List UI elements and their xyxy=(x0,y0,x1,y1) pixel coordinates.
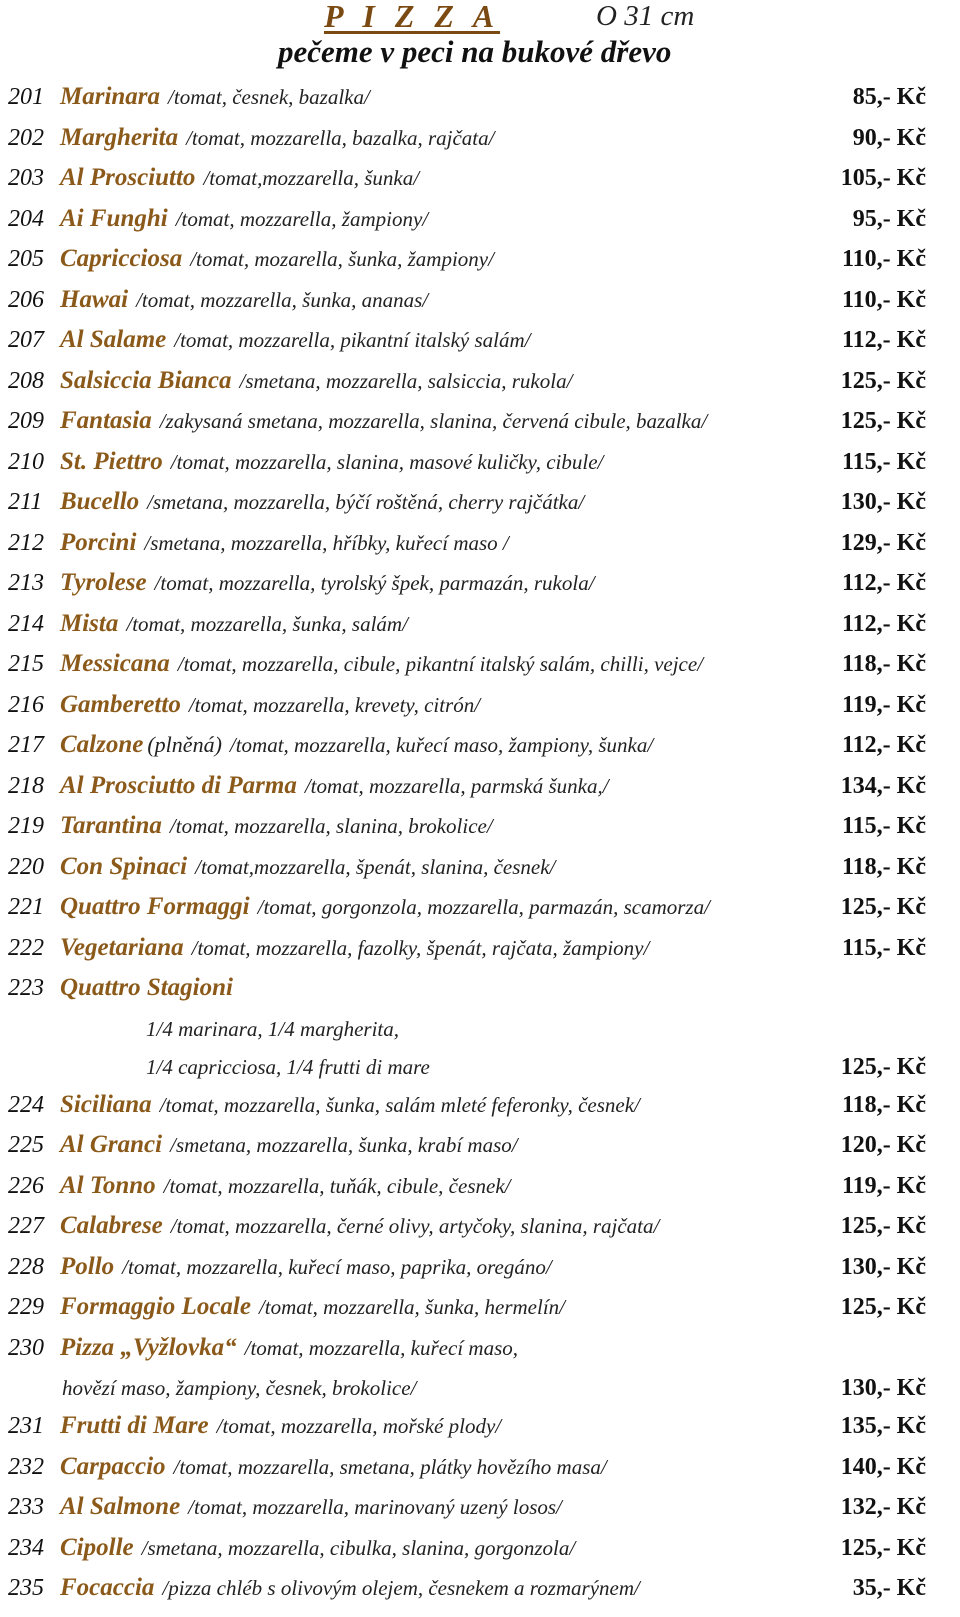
menu-item-ingredients: /tomat, mozzarella, krevety, citrón/ xyxy=(188,692,481,717)
menu-item xyxy=(0,1569,960,1610)
menu-item-line xyxy=(8,321,530,359)
menu-item-name: Carpaccio xyxy=(60,1452,166,1480)
menu-item-name: Con Spinaci xyxy=(60,852,188,880)
menu-item-name: Gamberetto xyxy=(60,690,181,718)
menu-item-line xyxy=(8,1448,607,1486)
menu-item-price: 90,- Kč xyxy=(852,124,926,151)
menu-item xyxy=(0,1086,960,1127)
menu-item-name: St. Piettro xyxy=(60,447,163,475)
menu-item-price: 112,- Kč xyxy=(842,327,926,353)
menu-item-price: 112,- Kč xyxy=(842,570,926,596)
menu-item-ingredients-continued: hovězí maso, žampiony, česnek, brokolice/ xyxy=(62,1376,417,1400)
menu-item xyxy=(0,78,960,119)
menu-item-number: 203 xyxy=(8,165,44,191)
menu-item-price: 112,- Kč xyxy=(842,610,926,637)
menu-item xyxy=(0,1407,960,1448)
menu-item xyxy=(0,524,960,565)
menu-item-line xyxy=(8,888,710,926)
menu-item-price: 95,- Kč xyxy=(852,205,926,232)
menu-item-price: 85,- Kč xyxy=(852,84,926,110)
menu-item-ingredients: /tomat,mozzarella, šunka/ xyxy=(203,166,420,190)
menu-item-price: 130,- Kč xyxy=(840,1253,926,1280)
menu-item-ingredients: /tomat, mozzarella, smetana, plátky hovězího masa/ xyxy=(173,1454,607,1479)
menu-item-line xyxy=(8,1407,501,1445)
menu-item xyxy=(0,1048,960,1086)
menu-item-line xyxy=(8,1488,562,1526)
menu-item-number: 208 xyxy=(8,367,44,394)
menu-item-line xyxy=(8,1529,575,1567)
menu-item xyxy=(0,1488,960,1529)
menu-item-ingredients: /smetana, mozzarella, cibulka, slanina, gorgonzola/ xyxy=(141,1535,576,1560)
menu-item-line xyxy=(8,1126,518,1164)
menu-item-name: Quattro Stagioni xyxy=(60,974,233,1001)
menu-item-line xyxy=(8,1167,510,1205)
menu-item-ingredients: /tomat, mozzarella, kuřecí maso, žampiony, šunka/ xyxy=(229,733,654,757)
menu-item-price: 140,- Kč xyxy=(840,1453,926,1480)
menu-item-name: Pizza „Vyžlovka“ xyxy=(60,1333,237,1361)
menu-item-number: 206 xyxy=(8,286,44,313)
menu-item-ingredients-continued: 1/4 marinara, 1/4 margherita, xyxy=(146,1016,399,1041)
menu-item-number: 219 xyxy=(8,813,44,839)
menu-item-price: 125,- Kč xyxy=(840,894,926,920)
menu-item xyxy=(0,443,960,484)
menu-item-line xyxy=(8,726,653,764)
menu-item-name: Al Salmone xyxy=(60,1493,181,1520)
menu-item-name: Al Tonno xyxy=(60,1171,156,1199)
menu-item xyxy=(0,726,960,767)
menu-item xyxy=(0,1369,960,1407)
menu-item-ingredients: /tomat, mozzarella, tuňák, cibule, česnek/ xyxy=(163,1173,511,1198)
menu-item xyxy=(0,1529,960,1570)
menu-item-price: 132,- Kč xyxy=(840,1494,926,1520)
menu-item-number: 233 xyxy=(8,1494,44,1520)
menu-item-name: Frutti di Mare xyxy=(60,1412,209,1439)
menu-item xyxy=(0,1207,960,1248)
menu-item xyxy=(0,240,960,281)
menu-item-number: 220 xyxy=(8,853,44,880)
menu-item-ingredients: /tomat, mozzarella, žampiony/ xyxy=(175,206,429,231)
menu-item-price: 135,- Kč xyxy=(840,1413,926,1439)
menu-item xyxy=(0,159,960,200)
menu-item-price: 125,- Kč xyxy=(840,1213,926,1239)
menu-item-ingredients: /tomat, mozzarella, šunka, hermelín/ xyxy=(258,1295,566,1319)
menu-item-line xyxy=(8,767,609,805)
menu-item-price: 120,- Kč xyxy=(840,1132,926,1158)
menu-item-ingredients: /zakysaná smetana, mozzarella, slanina, červená cibule, bazalka/ xyxy=(159,409,708,433)
menu-item-price: 119,- Kč xyxy=(842,691,926,718)
menu-item-line xyxy=(8,1248,552,1286)
menu-item-name: Al Salame xyxy=(60,326,167,353)
menu-item-price: 110,- Kč xyxy=(842,286,926,313)
menu-item-price: 118,- Kč xyxy=(842,853,926,880)
pizza-size-label: O 31 cm xyxy=(596,0,695,32)
menu-item-name: Bucello xyxy=(60,488,140,515)
menu-item-ingredients: /tomat, mozzarella, šunka, salám/ xyxy=(126,611,408,636)
menu-item-line xyxy=(8,402,707,440)
menu-item-number: 232 xyxy=(8,1453,44,1480)
menu-item-ingredients: /tomat, česnek, bazalka/ xyxy=(168,85,370,109)
menu-item-name: Capricciosa xyxy=(60,245,183,272)
menu-item-note: (plněná) xyxy=(147,732,222,757)
menu-item xyxy=(0,767,960,808)
menu-item-price: 118,- Kč xyxy=(842,1091,926,1118)
menu-item xyxy=(0,281,960,322)
menu-item-ingredients: /tomat, mozzarella, cibule, pikantní italský salám, chilli, vejce/ xyxy=(177,652,704,676)
menu-item-number: 210 xyxy=(8,448,44,475)
menu-item-number: 215 xyxy=(8,651,44,677)
menu-item-ingredients: /tomat, mozzarella, tyrolský špek, parmazán, rukola/ xyxy=(154,571,595,595)
menu-title: P I Z Z A xyxy=(324,0,501,34)
menu-item-name: Ai Funghi xyxy=(60,204,168,232)
menu-item-ingredients: /smetana, mozzarella, býčí roštěná, cherry rajčátka/ xyxy=(147,490,585,514)
menu-subtitle: pečeme v peci na bukové dřevo xyxy=(278,34,672,69)
menu-item xyxy=(0,119,960,160)
menu-item-ingredients: /tomat, mozarella, šunka, žampiony/ xyxy=(190,247,494,271)
menu-item-name: Cipolle xyxy=(60,1533,134,1561)
menu-item-ingredients: /tomat, mozzarella, slanina, brokolice/ xyxy=(169,814,493,838)
menu-item-number: 217 xyxy=(8,732,44,758)
menu-item-line xyxy=(8,605,408,643)
menu-item-price: 105,- Kč xyxy=(840,165,926,191)
menu-item-ingredients: /tomat, mozzarella, kuřecí maso, xyxy=(244,1335,518,1360)
menu-item-name: Messicana xyxy=(60,650,170,677)
menu-item-number: 216 xyxy=(8,691,44,718)
pizza-menu-list xyxy=(0,78,960,1610)
menu-item-price: 115,- Kč xyxy=(842,448,926,475)
menu-item-name: Tyrolese xyxy=(60,569,147,596)
menu-item-ingredients: /tomat, mozzarella, bazalka, rajčata/ xyxy=(186,125,495,150)
menu-item-line xyxy=(8,524,509,562)
menu-item-number: 234 xyxy=(8,1534,44,1561)
menu-item-name: Al Prosciutto di Parma xyxy=(60,771,297,799)
menu-item xyxy=(0,807,960,848)
menu-item-ingredients: /tomat, mozzarella, mořské plody/ xyxy=(216,1414,502,1438)
menu-item-price: 35,- Kč xyxy=(852,1575,926,1601)
menu-item-line xyxy=(8,78,370,116)
menu-item-name: Quattro Formaggi xyxy=(60,893,250,920)
menu-item-ingredients: /tomat, mozzarella, pikantní italský salám/ xyxy=(174,328,531,352)
menu-item-number: 201 xyxy=(8,84,44,110)
menu-item-name: Tarantina xyxy=(60,812,162,839)
menu-item-ingredients: /tomat, mozzarella, slanina, masové kuličky, cibule/ xyxy=(170,449,604,474)
menu-item-line xyxy=(8,969,233,1007)
menu-item-number: 213 xyxy=(8,570,44,596)
menu-item-number: 214 xyxy=(8,610,44,637)
menu-item-price: 125,- Kč xyxy=(840,1053,926,1080)
menu-item-ingredients: /smetana, mozzarella, hříbky, kuřecí maso / xyxy=(144,530,509,555)
menu-item-price: 129,- Kč xyxy=(840,529,926,556)
menu-item-line xyxy=(8,929,649,967)
menu-item-line xyxy=(8,686,480,724)
menu-item-ingredients: /tomat, mozzarella, parmská šunka,/ xyxy=(304,773,609,798)
menu-item-price: 125,- Kč xyxy=(840,1534,926,1561)
menu-item xyxy=(0,483,960,524)
menu-item-name: Porcini xyxy=(60,528,137,556)
menu-item-number: 228 xyxy=(8,1253,44,1280)
menu-item-price: 115,- Kč xyxy=(842,934,926,961)
menu-item-number: 202 xyxy=(8,124,44,151)
menu-item-name: Formaggio Locale xyxy=(60,1293,251,1320)
menu-item-name: Fantasia xyxy=(60,407,152,434)
menu-item-price: 125,- Kč xyxy=(840,1294,926,1320)
menu-item xyxy=(0,200,960,241)
menu-item-line xyxy=(8,483,584,521)
menu-item-name: Mista xyxy=(60,609,119,637)
menu-item-number: 205 xyxy=(8,246,44,272)
menu-item-name: Calabrese xyxy=(60,1212,163,1239)
menu-item xyxy=(0,1448,960,1489)
menu-item-price: 119,- Kč xyxy=(842,1172,926,1199)
menu-item-number: 204 xyxy=(8,205,44,232)
menu-item-line xyxy=(8,1569,640,1607)
menu-item-ingredients: /pizza chléb s olivovým olejem, česnekem a rozmarýnem/ xyxy=(162,1576,640,1600)
menu-item xyxy=(0,848,960,889)
menu-item-ingredients: /tomat, mozzarella, marinovaný uzený losos/ xyxy=(188,1495,562,1519)
menu-item-ingredients: /tomat, mozzarella, šunka, salám mleté feferonky, česnek/ xyxy=(159,1092,640,1117)
menu-item xyxy=(0,1288,960,1329)
menu-item-name: Marinara xyxy=(60,83,161,110)
menu-item-ingredients: /tomat, mozzarella, černé olivy, artyčoky, slanina, rajčata/ xyxy=(170,1214,660,1238)
menu-item-number: 229 xyxy=(8,1294,44,1320)
menu-item xyxy=(0,321,960,362)
menu-item-price: 125,- Kč xyxy=(840,367,926,394)
menu-item-ingredients-continued: 1/4 capricciosa, 1/4 frutti di mare xyxy=(146,1054,430,1079)
menu-item-name: Hawai xyxy=(60,285,129,313)
menu-item-number: 212 xyxy=(8,529,44,556)
menu-item-name: Salsiccia Bianca xyxy=(60,366,232,394)
menu-item-line xyxy=(8,564,595,602)
menu-item-number: 209 xyxy=(8,408,44,434)
menu-item-number: 224 xyxy=(8,1091,44,1118)
menu-item xyxy=(0,929,960,970)
menu-item-number: 221 xyxy=(8,894,44,920)
menu-item-ingredients: /smetana, mozzarella, salsiccia, rukola/ xyxy=(239,368,573,393)
menu-item-line xyxy=(8,281,428,319)
menu-item-price: 130,- Kč xyxy=(840,1375,926,1401)
menu-item-number: 211 xyxy=(8,489,43,515)
menu-item-line xyxy=(8,1207,659,1245)
menu-item-name: Al Granci xyxy=(60,1131,163,1158)
menu-item-ingredients: /tomat, mozzarella, kuřecí maso, paprika, oregáno/ xyxy=(122,1254,552,1279)
menu-item xyxy=(0,1126,960,1167)
menu-item-name: Pollo xyxy=(60,1252,115,1280)
menu-item-ingredients: /tomat, mozzarella, šunka, ananas/ xyxy=(136,287,429,312)
menu-item xyxy=(0,564,960,605)
menu-item-line xyxy=(8,443,603,481)
menu-item-price: 130,- Kč xyxy=(840,489,926,515)
menu-item-price: 118,- Kč xyxy=(842,651,926,677)
menu-item-number: 223 xyxy=(8,975,44,1001)
menu-item xyxy=(0,645,960,686)
menu-item-number: 227 xyxy=(8,1213,44,1239)
menu-item xyxy=(0,1167,960,1208)
menu-item-number: 225 xyxy=(8,1132,44,1158)
menu-item-price: 125,- Kč xyxy=(840,408,926,434)
menu-item-price: 115,- Kč xyxy=(842,813,926,839)
menu-item-line xyxy=(8,1288,565,1326)
menu-item-price: 112,- Kč xyxy=(842,732,926,758)
menu-item-number: 207 xyxy=(8,327,44,353)
menu-item-line xyxy=(8,240,494,278)
menu-item-price: 134,- Kč xyxy=(840,772,926,799)
menu-item-line xyxy=(8,1086,640,1124)
menu-item-line xyxy=(8,119,494,157)
menu-header xyxy=(0,0,960,80)
menu-item-ingredients: /tomat, gorgonzola, mozzarella, parmazán, scamorza/ xyxy=(257,895,710,919)
menu-item-name: Margherita xyxy=(60,123,179,151)
menu-item-number: 222 xyxy=(8,934,44,961)
menu-item-line xyxy=(8,848,555,886)
menu-item-number: 226 xyxy=(8,1172,44,1199)
menu-item xyxy=(0,605,960,646)
menu-item-price: 110,- Kč xyxy=(842,246,926,272)
menu-item-name: Vegetariana xyxy=(60,933,184,961)
menu-item xyxy=(0,969,960,1010)
menu-item-line xyxy=(8,807,493,845)
menu-item-ingredients: /tomat, mozzarella, fazolky, špenát, rajčata, žampiony/ xyxy=(191,935,650,960)
menu-item-ingredients: /smetana, mozzarella, šunka, krabí maso/ xyxy=(170,1133,518,1157)
menu-item-line xyxy=(8,362,572,400)
menu-item-number: 235 xyxy=(8,1575,44,1601)
menu-item-line xyxy=(8,645,703,683)
menu-item xyxy=(0,686,960,727)
menu-item xyxy=(0,1010,960,1048)
menu-item-line xyxy=(8,200,428,238)
menu-item-name: Focaccia xyxy=(60,1574,155,1601)
menu-item-line xyxy=(8,1329,518,1367)
menu-item xyxy=(0,362,960,403)
menu-item xyxy=(0,888,960,929)
menu-item-ingredients: /tomat,mozzarella, špenát, slanina, česnek/ xyxy=(195,854,556,879)
menu-item-number: 218 xyxy=(8,772,44,799)
menu-item-name: Siciliana xyxy=(60,1090,152,1118)
menu-item-name: Al Prosciutto xyxy=(60,164,196,191)
menu-item xyxy=(0,402,960,443)
menu-item xyxy=(0,1248,960,1289)
menu-item-line xyxy=(8,159,419,197)
menu-item-number: 231 xyxy=(8,1413,44,1439)
menu-item xyxy=(0,1329,960,1370)
menu-item-name: Calzone xyxy=(60,731,144,758)
menu-item-number: 230 xyxy=(8,1334,44,1361)
